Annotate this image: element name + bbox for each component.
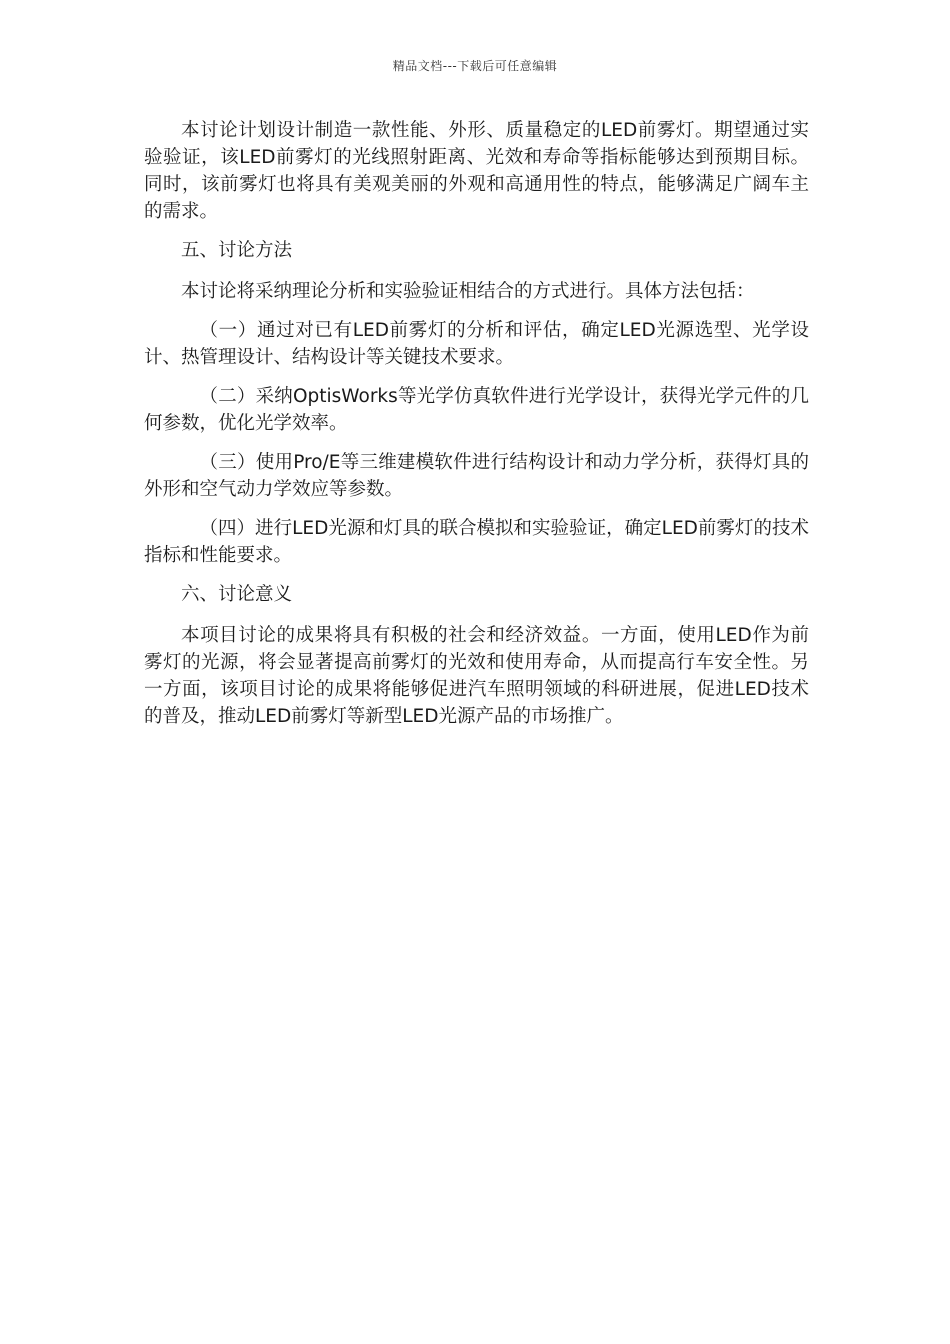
method-item-4: （四）进行LED光源和灯具的联合模拟和实验验证，确定LED前雾灯的技术指标和性能要求。 (144, 518, 809, 566)
method-item-2: （二）采纳OptisWorks等光学仿真软件进行光学设计，获得光学元件的几何参数，优化光学效率。 (144, 386, 809, 434)
document-body (144, 117, 809, 742)
paragraph-objective: 本讨论计划设计制造一款性能、外形、质量稳定的LED前雾灯。期望通过实验验证，该LED前雾灯的光线照射距离、光效和寿命等指标能够达到预期目标。同时，该前雾灯也将具有美观美丽的外观和高通用性的特点，能够满足广阔车主的需求。 (144, 120, 809, 222)
paragraph-significance: 本项目讨论的成果将具有积极的社会和经济效益。一方面，使用LED作为前雾灯的光源，将会显著提高前雾灯的光效和使用寿命，从而提高行车安全性。另一方面，该项目讨论的成果将能够促进汽车照明领域的科研进展，促进LED技术的普及，推动LED前雾灯等新型LED光源产品的市场推广。 (144, 625, 809, 727)
method-item-3: （三）使用Pro/E等三维建模软件进行结构设计和动力学分析，获得灯具的外形和空气动力学效应等参数。 (144, 452, 809, 500)
method-item-1: （一）通过对已有LED前雾灯的分析和评估，确定LED光源选型、光学设计、热管理设计、结构设计等关键技术要求。 (144, 320, 809, 368)
section-heading-significance: 六、讨论意义 (181, 584, 293, 605)
section-heading-methods: 五、讨论方法 (181, 240, 293, 261)
page-header: 精品文档---下载后可任意编辑 (392, 59, 558, 73)
paragraph-methods-intro: 本讨论将采纳理论分析和实验验证相结合的方式进行。具体方法包括： (181, 281, 755, 302)
